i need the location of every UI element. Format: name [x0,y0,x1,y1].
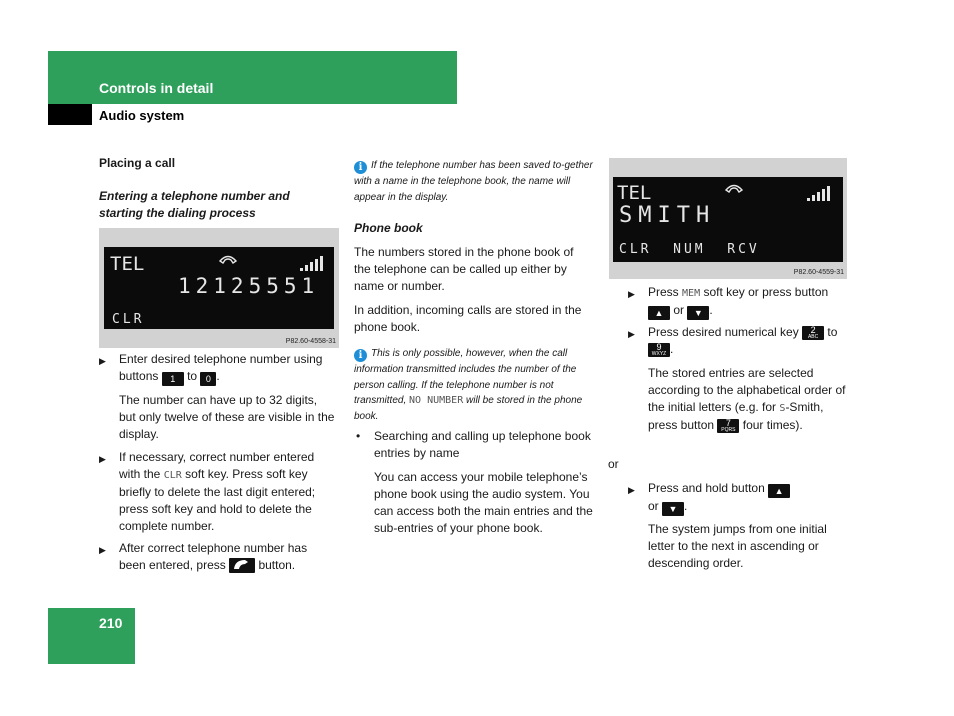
bullet-triangle-icon: ▶ [99,356,106,366]
arrow-up-key-icon: ▲ [768,484,790,498]
lcd-tel-label: TEL [110,253,145,275]
lcd-softkeys: CLR NUM RCV [619,242,760,257]
step-text: button. [258,558,296,572]
step-text: Press and hold button [648,481,765,495]
dot-bullet: • [356,429,361,443]
para-text: four times). [742,418,803,432]
step-correct-number [119,449,337,535]
lcd-tel-label: TEL [617,182,652,204]
step-text: If necessary, correct number entered with the [119,450,315,481]
letter-code: S [779,403,786,414]
bullet-triangle-icon: ▶ [628,329,635,339]
info-text: This is only possible, however, when the call information transmitted includes the number of the person calling. If the telephone number is not transmitted, [354,348,577,406]
heading-placing-call: Placing a call [99,156,176,170]
step-text: After correct telephone number has been entered, press [119,541,308,572]
step-press-mem: Press MEM soft key or press button ▲ or ▼ . [648,285,829,318]
info-icon: i [354,161,367,174]
key-digit: 9 [656,342,662,352]
para-text: The stored entries are selected according to the alphabetical order of the initial letters (e.g. for [648,366,846,414]
arrow-up-key-icon: ▲ [648,306,670,320]
digits-note: The number can have up to 32 digits, but only twelve of these are visible in the display. [119,393,335,441]
key-letters: ABC [807,334,819,340]
no-number-code: NO NUMBER [409,395,464,406]
bullet-triangle-icon: ▶ [99,545,106,555]
info-text: If the telephone number has been saved to-gether with a name in the telephone book, the name will appear in the display. [354,160,593,203]
arrow-down-key-icon: ▼ [687,306,709,320]
info-text: will be stored in the phone book. [354,395,583,422]
lcd-contact-name: SMITH [619,203,716,228]
phone-handset-icon [218,253,238,265]
step-enter-number: Enter desired telephone number using buttons 1 to 0 . [119,352,323,384]
step-text: Press desired numerical key [648,325,799,339]
subsection-marker [48,104,92,125]
key-digit: 2 [810,325,816,335]
phonebook-access-para: You can access your mobile telephone’s phone book using the audio system. You can access both the main entries and the sub-entries of your phone book. [374,470,593,535]
info-note-no-number [354,346,594,424]
signal-strength-icon [300,255,323,271]
key-digit: 7 [725,418,731,428]
key-7-pqrs-icon [717,419,739,433]
lcd-screen [613,177,843,262]
step-text: to [827,325,838,339]
signal-strength-icon [807,185,830,201]
phonebook-para-2: In addition, incoming calls are stored in the phone book. [354,303,582,334]
display-figure-right [609,158,847,279]
info-note-name-display [354,158,594,205]
step-text: to [187,369,198,383]
step-text: Press [648,285,679,299]
subheading-entering-number: Entering a telephone number and starting the dialing process [99,189,290,220]
step-text: or [673,303,685,317]
step-press-hold: Press and hold button ▲ or ▼ . [648,480,848,516]
lcd-softkey-clr: CLR [112,312,145,327]
subsection-title: Audio system [99,108,185,123]
softkey-code-mem: MEM [682,288,701,299]
or-separator: or [608,457,619,471]
key-0-icon: 0 [200,372,216,386]
page-number: 210 [99,615,123,631]
figure-id: P82.60-4558-31 [285,338,336,345]
key-letters: WXYZ [651,351,667,357]
search-by-name-item: Searching and calling up telephone book entries by name [374,429,591,460]
bullet-triangle-icon: ▶ [628,289,635,299]
phonebook-para-1: The numbers stored in the phone book of the telephone can be called up either by name or number. [354,245,574,293]
bullet-triangle-icon: ▶ [628,485,635,495]
section-header-bar [48,51,457,104]
arrow-down-key-icon: ▼ [662,502,684,516]
key-9-wxyz-icon [648,343,670,357]
figure-id: P82.60-4559-31 [793,269,844,276]
key-letters: PQRS [721,427,736,433]
heading-phone-book: Phone book [354,221,423,235]
lcd-phone-number: 12125551 [178,274,320,298]
jump-letters-para: The system jumps from one initial letter to the next in ascending or descending order. [648,522,827,570]
step-text: soft key or press button [703,285,829,299]
info-icon: i [354,349,367,362]
page-number-box [48,608,135,664]
phone-call-key-icon [229,558,255,573]
phone-handset-icon [724,182,744,194]
lcd-screen [104,247,334,329]
key-1-icon: 1 [162,372,184,386]
step-press-call [119,540,337,574]
step-text: Enter desired telephone number using buttons [119,352,323,383]
alphabetical-order-para [648,365,848,434]
key-2-abc-icon [802,326,824,340]
step-press-numerical-key: Press desired numerical key 2 ABC to 9 WXYZ . [648,325,838,357]
step-text: or [648,499,659,513]
softkey-code-clr: CLR [163,470,182,481]
section-title: Controls in detail [99,80,214,96]
bullet-triangle-icon: ▶ [99,454,106,464]
display-figure-left [99,228,339,348]
para-text: -Smith, press button [648,400,824,432]
step-text: soft key. Press soft key briefly to delete the last digit entered; press soft key and hold to delete the complete number. [119,467,316,533]
